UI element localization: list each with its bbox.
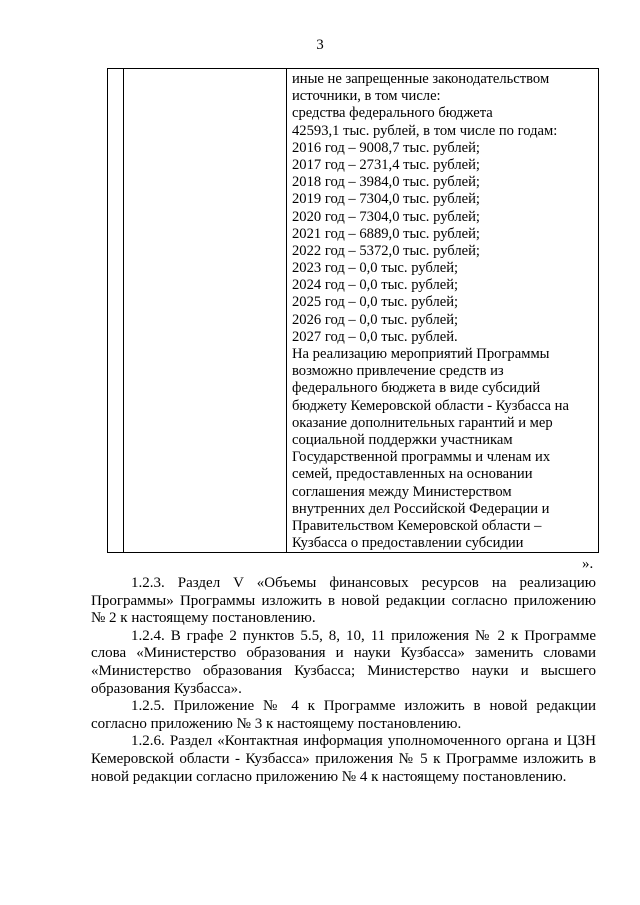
funding-line: возможно привлечение средств из <box>292 363 504 380</box>
funding-line: социальной поддержки участникам <box>292 431 513 448</box>
table-cell-funding-text <box>287 69 599 553</box>
table-cell-empty-2 <box>124 69 287 553</box>
funding-line: Кузбасса о предоставлении субсидии <box>292 535 524 552</box>
funding-line: оказание дополнительных гарантий и мер <box>292 414 553 431</box>
paragraph-text: 1.2.3. Раздел V «Объемы финансовых ресурсов на реализацию Программы» Программы изложить в новой редакции согласно приложению № 2 к настоящему постановлению. <box>91 575 596 627</box>
paragraph-1-2-6 <box>91 733 596 786</box>
funding-line: 42593,1 тыс. рублей, в том числе по годам: <box>292 122 558 139</box>
funding-line: 2027 год – 0,0 тыс. рублей. <box>292 328 458 345</box>
funding-line: 2017 год – 2731,4 тыс. рублей; <box>292 156 480 173</box>
funding-line: федерального бюджета в виде субсидий <box>292 380 541 397</box>
table-cell-empty-1 <box>108 69 124 553</box>
funding-line: бюджету Кемеровской области - Кузбасса на <box>292 397 569 414</box>
funding-line: 2018 год – 3984,0 тыс. рублей; <box>292 174 480 191</box>
funding-line: 2019 год – 7304,0 тыс. рублей; <box>292 191 480 208</box>
funding-line: средства федерального бюджета <box>292 105 493 122</box>
funding-line: 2024 год – 0,0 тыс. рублей; <box>292 277 459 294</box>
funding-line: Государственной программы и членам их <box>292 449 551 466</box>
funding-line: соглашения между Министерством <box>292 483 512 500</box>
funding-text-lines <box>292 71 594 552</box>
funding-line: семей, предоставленных на основании <box>292 466 533 483</box>
paragraph-1-2-4 <box>91 628 596 698</box>
amendment-paragraphs <box>91 575 596 786</box>
funding-line: иные не запрещенные законодательством <box>292 71 550 87</box>
table-row <box>108 69 599 553</box>
paragraph-1-2-5 <box>91 698 596 733</box>
funding-line: источники, в том числе: <box>292 88 441 105</box>
funding-line: Правительством Кемеровской области – <box>292 517 542 534</box>
paragraph-text: 1.2.4. В графе 2 пунктов 5.5, 8, 10, 11 приложения № 2 к Программе слова «Министерство образования и науки Кузбасса» заменить словами «Министерство образования Кузбасса; Министерство науки и высшего образования Кузбасса». <box>91 627 596 697</box>
funding-line: 2023 год – 0,0 тыс. рублей; <box>292 260 459 277</box>
page-number: 3 <box>316 37 324 53</box>
paragraph-1-2-3 <box>91 575 596 628</box>
funding-line: 2021 год – 6889,0 тыс. рублей; <box>292 225 480 242</box>
closing-quote-mark: ». <box>582 556 594 572</box>
funding-table <box>107 68 599 553</box>
paragraph-text: 1.2.5. Приложение № 4 к Программе изложить в новой редакции согласно приложению № 3 к настоящему постановлению. <box>91 698 596 732</box>
paragraph-text: 1.2.6. Раздел «Контактная информация уполномоченного органа и ЦЗН Кемеровской области - Кузбасса» приложения № 5 к Программе изложить в новой редакции согласно приложению № 4 к настоящему постановлению. <box>91 733 596 785</box>
funding-line: 2022 год – 5372,0 тыс. рублей; <box>292 242 480 259</box>
funding-line: 2016 год – 9008,7 тыс. рублей; <box>292 139 480 156</box>
funding-line: 2026 год – 0,0 тыс. рублей; <box>292 311 459 328</box>
funding-line: 2020 год – 7304,0 тыс. рублей; <box>292 208 480 225</box>
funding-line: На реализацию мероприятий Программы <box>292 346 550 362</box>
funding-line: внутренних дел Российской Федерации и <box>292 500 550 517</box>
funding-line: 2025 год – 0,0 тыс. рублей; <box>292 294 459 311</box>
